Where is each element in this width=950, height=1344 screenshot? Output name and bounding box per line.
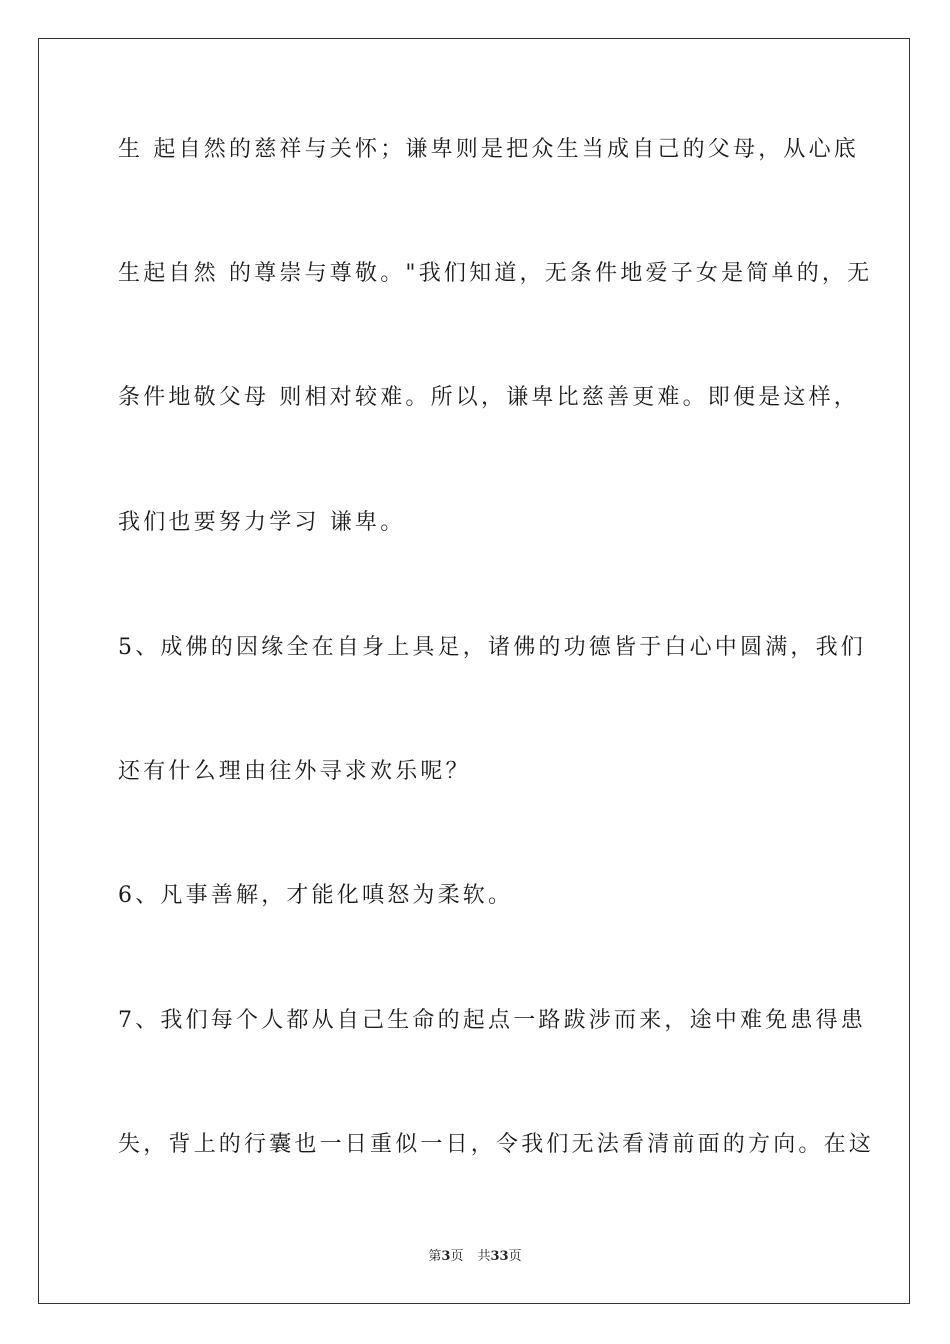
text-line-9: 失，背上的行囊也一日重似一日，令我们无法看清前面的方向。在这 [118, 1132, 875, 1157]
total-prefix: 共 [477, 1249, 491, 1264]
text-line-7: 6、凡事善解，才能化嗔怒为柔软。 [118, 883, 514, 908]
text-line-2: 生起自然 的尊崇与尊敬。"我们知道，无条件地爱子女是简单的，无 [118, 261, 873, 286]
total-pages: 33 [490, 1249, 509, 1264]
page-number: 3 [441, 1249, 451, 1264]
page-footer [0, 1248, 950, 1266]
total-suffix: 页 [508, 1249, 522, 1264]
text-line-6: 还有什么理由往外寻求欢乐呢？ [118, 759, 471, 784]
text-line-8: 7、我们每个人都从自己生命的起点一路跋涉而来，途中难免患得患 [118, 1008, 866, 1033]
text-line-4: 我们也要努力学习 谦卑。 [118, 510, 406, 535]
page-suffix: 页 [450, 1249, 464, 1264]
page-border [38, 38, 910, 1304]
text-line-5: 5、成佛的因缘全在自身上具足，诸佛的功德皆于白心中圆满，我们 [118, 635, 866, 660]
text-line-3: 条件地敬父母 则相对较难。所以，谦卑比慈善更难。即便是这样， [118, 385, 859, 410]
page-prefix: 第 [428, 1249, 442, 1264]
text-line-1: 生 起自然的慈祥与关怀；谦卑则是把众生当成自己的父母，从心底 [118, 137, 859, 162]
